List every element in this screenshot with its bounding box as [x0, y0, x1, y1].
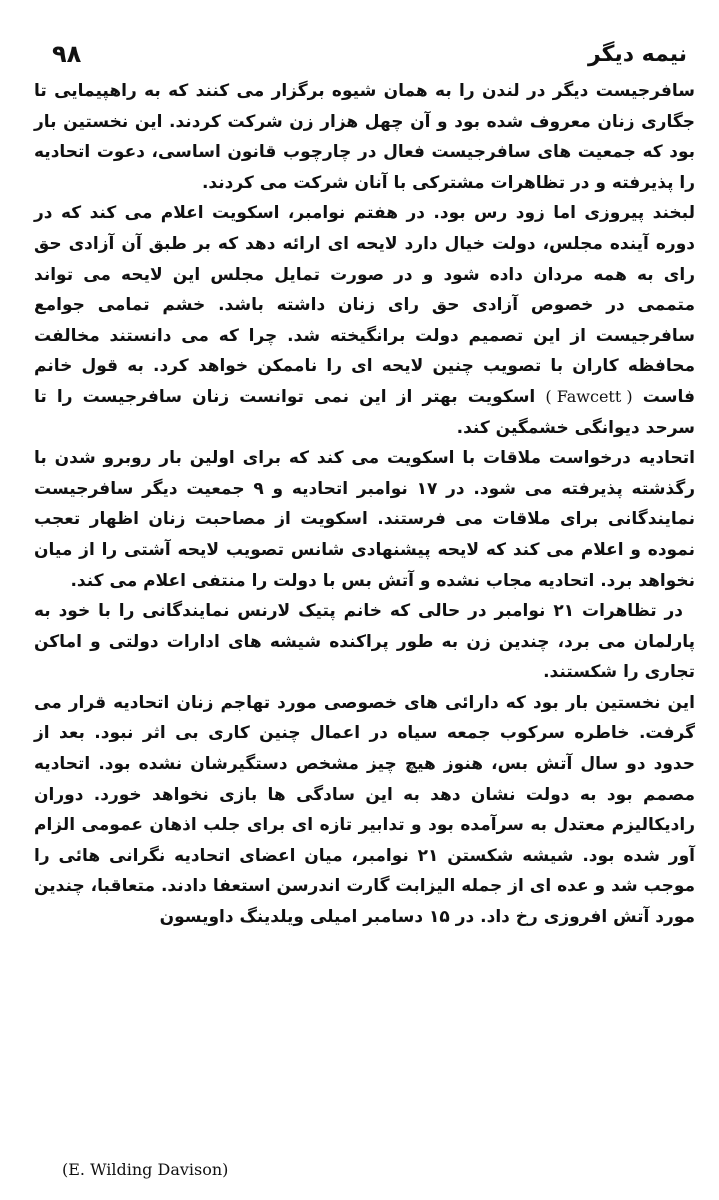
paragraph-5-text: این نخستین بار بود که دارائی های خصوصی مورد تهاجم زنان اتحادیه قرار می گرفت. خاطره سرکوب جمعه سیاه در اعمال چنین کاری بی اثر نبود. بعد از حدود دو سال آتش بس، هنوز هیچ چیز مشخص دستگیرشان نشده بود. اتحادیه مصمم بود به دولت نشان دهد به این سادگی ها بازی نخواهد خورد. دوران رادیکالیزم معتدل به سرآمده بود و تدابیر تازه ای برای جلب اذهان عمومی الزام آور شده بود. شیشه شکستن ۲۱ نوامبر، میان اعضای اتحادیه نگرانی هائی را موجب شد و عده ای از جمله الیزابت گارت اندرسن استعفا دادند. متعاقبا، چندین مورد آتش افروزی رخ داد. در ۱۵ دسامبر امیلی ویلدینگ داویسون	[34, 692, 695, 928]
paragraph-1-text: سافرجیست دیگر در لندن را به همان شیوه برگزار می کنند که به راهپیمایی تا جگاری زنان معروف شده بود و آن چهل هزار زن شرکت کردند. این نخستین بار بود که جمعیت های سافرجیست فعال در چارچوب قانون اساسی، دعوت اتحادیه را پذیرفته و در تظاهرات مشترکی با آنان شرکت می کردند.	[34, 81, 695, 193]
davison-latin-name: (E. Wilding Davison)	[62, 1160, 229, 1179]
paragraph-5	[34, 688, 695, 933]
paragraph-3	[34, 443, 695, 596]
page-number: ۹۸	[52, 40, 82, 68]
fawcett-name: ( Fawcett )	[545, 386, 633, 406]
paragraph-2-text-after: اسکویت بهتر از این نمی توانست زنان سافرجیست را تا سرحد دیوانگی خشمگین کند.	[34, 386, 695, 438]
paragraph-2-text: لبخند پیروزی اما زود رس بود. در هفتم نوامبر، اسکویت اعلام می کند که در دوره آینده مجلس، دولت خیال دارد لایحه ای ارائه دهد که بر طبق آن آزادی حق رای به همه مردان داده شود و در صورت تمایل مجلس این لایحه می تواند متممی در خصوص آزادی حق رای زنان داشته باشد. خشم تمامی جوامع سافرجیست از این تصمیم دولت برانگیخته شد. چرا که می دانستند مخالفت محافظه کاران با تصویب چنین لایحه ای را ناممکن خواهد کرد. به قول خانم فاست	[34, 203, 696, 407]
paragraph-2	[34, 198, 695, 443]
body-text	[34, 76, 695, 933]
paragraph-3-text: اتحادیه درخواست ملاقات با اسکویت می کند که برای اولین بار روبرو شدن با رگذشته پذیرفته می شود. در ۱۷ نوامبر اتحادیه و ۹ جمعیت دیگر سافرجیست نمایندگانی برای ملاقات می فرستند. اسکویت از مصاحبت زنان اظهار تعجب نموده و اعلام می کند که لایحه پیشنهادی شانس تصویب لایحه آشتی را از میان نخواهد برد. اتحادیه مجاب نشده و آتش بس با دولت را منتفی اعلام می کند.	[34, 448, 695, 591]
paragraph-4-text: در تظاهرات ۲۱ نوامبر در حالی که خانم پتیک لارنس نمایندگانی را با خود به پارلمان می برد، چندین زن به طور پراکنده شیشه های ادارات دولتی و اماکن تجاری را شکستند.	[34, 601, 695, 683]
page-header	[52, 34, 687, 74]
paragraph-1	[34, 76, 695, 198]
footer-line	[34, 1160, 695, 1179]
running-title: نیمه دیگر	[587, 41, 687, 67]
paragraph-4	[34, 596, 695, 688]
